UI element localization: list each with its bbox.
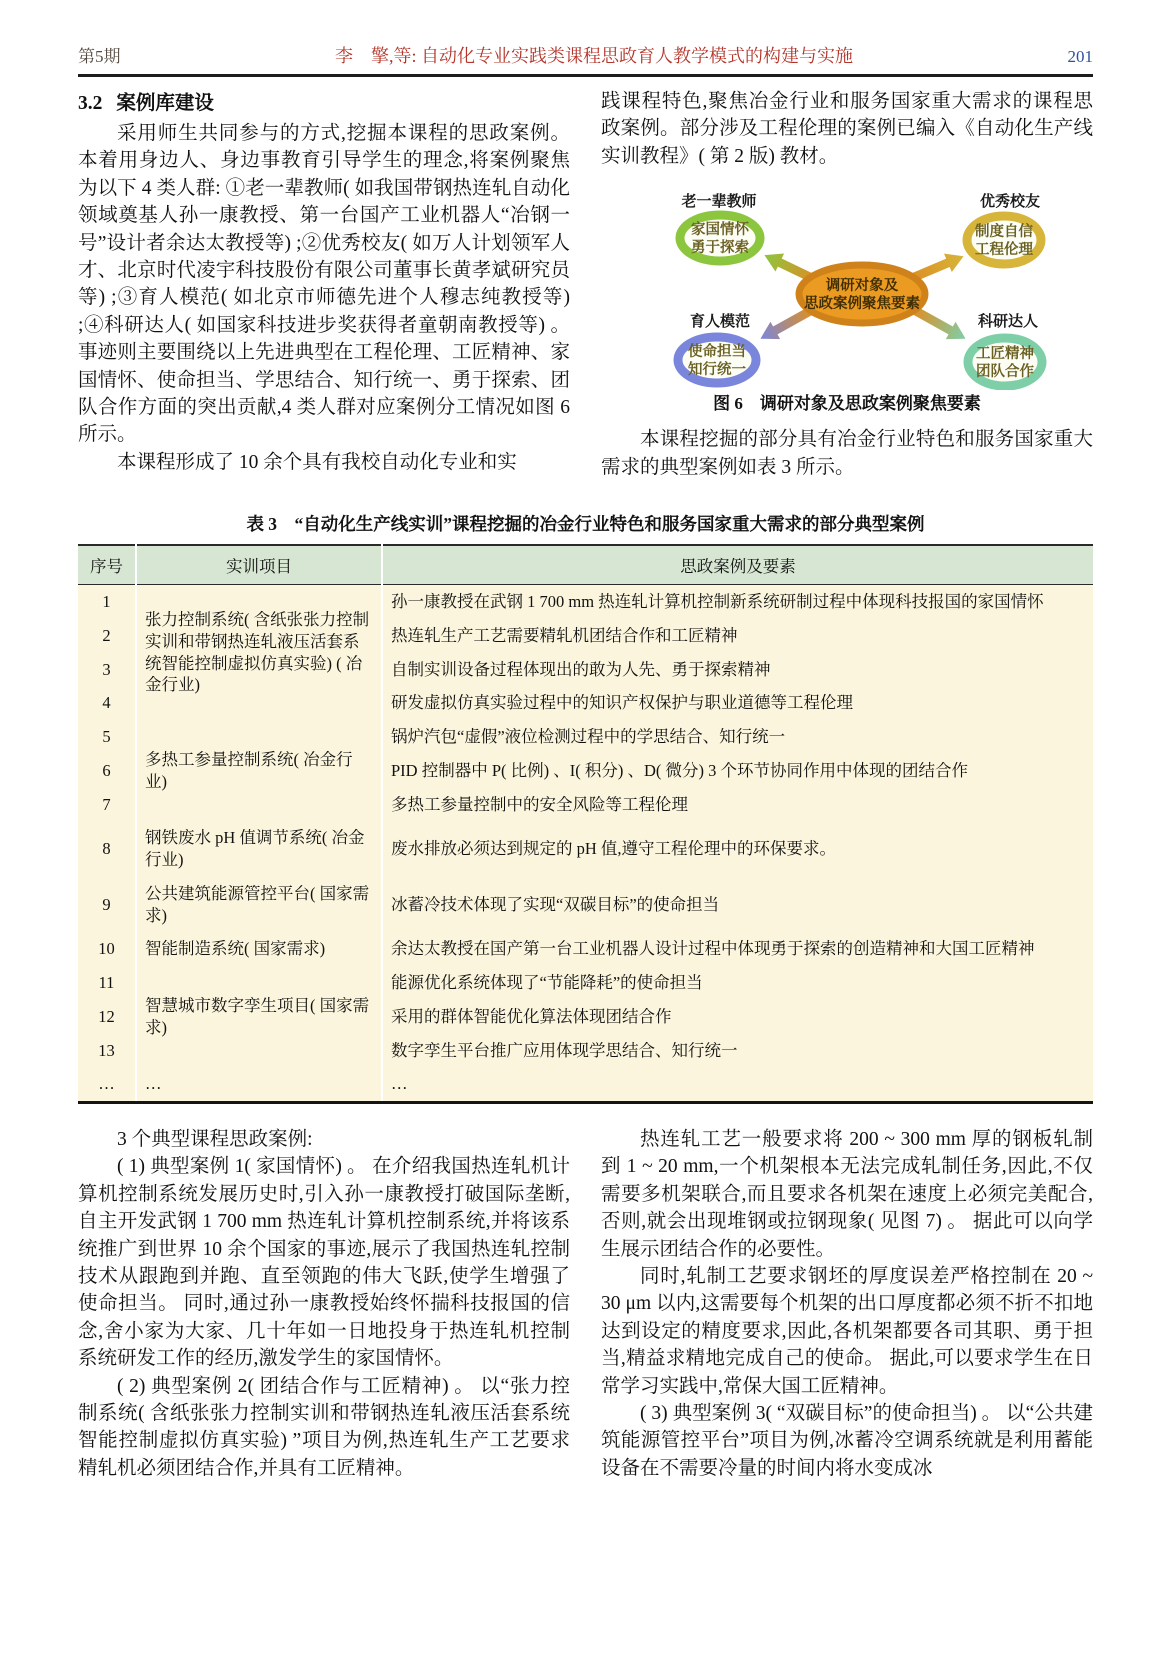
top-columns	[78, 88, 1093, 512]
node-label-tr: 优秀校友	[979, 194, 1041, 211]
node-text: 工程伦理	[975, 242, 1033, 259]
paragraph: ( 2) 典型案例 2( 团结合作与工匠精神) 。 以“张力控制系统( 含纸张张力控制实训和带钢热连轧液压活套系统智能控制虚拟仿真实验) ”项目为例,热连轧生产工艺要求精轧机必须团结合作,并具有工匠精神。	[78, 1375, 570, 1479]
cell-case: 多热工参量控制中的安全风险等工程伦理	[382, 788, 1093, 822]
node-text: 家国情怀	[691, 222, 749, 239]
cell-case: 采用的群体智能优化算法体现团结合作	[382, 1000, 1093, 1034]
table3	[78, 544, 1093, 1104]
paragraph: 采用师生共同参与的方式,挖掘本课程的思政案例。本着用身边人、身边事教育引导学生的理念,将案例聚焦为以下 4 类人群: ①老一辈教师( 如我国带钢热连轧自动化领域奠基人孙一康教授、第一台国产工业机器人“冶钢一号”设计者余达太教授等) ;②优秀校友( 如万人计划领军人才、北京时代凌宇科技股份有限公司董事长黄孝斌研究员等) ;③育人模范( 如北京市师德先进个人穆志纯教授等) ;④科研达人( 如国家科技进步奖获得者童朝南教授等) 。事迹则主要围绕以上先进典型在工程伦理、工匠精神、家国情怀、使命担当、学思结合、知行统一、勇于探索、团队合作方面的突出贡献,4 类人群对应案例分工情况如图 6 所示。	[78, 123, 570, 446]
figure6-caption: 图 6 调研对象及思政案例聚焦要素	[713, 394, 981, 414]
page-header	[78, 42, 1093, 68]
journal-issue: 第5期	[78, 47, 121, 66]
center-text: 思政案例聚焦要素	[804, 296, 920, 313]
cell-no: 6	[102, 760, 111, 780]
center-text: 调研对象及	[825, 278, 899, 295]
col-header-project: 实训项目	[136, 545, 382, 585]
left-column-bottom	[78, 1126, 570, 1596]
paragraph: 本课程挖掘的部分具有冶金行业特色和服务国家重大需求的典型案例如表 3 所示。	[601, 429, 1093, 478]
page-number: 201	[1067, 47, 1093, 66]
cell-project: 公共建筑能源管控平台( 国家需求)	[136, 877, 382, 933]
cell-project: 多热工参量控制系统( 冶金行业)	[136, 720, 382, 821]
node-label-bl: 育人模范	[689, 314, 751, 331]
left-column-top	[78, 88, 570, 512]
table3-block	[78, 512, 1093, 1104]
cell-case: …	[382, 1067, 1093, 1102]
right-column-bottom	[601, 1126, 1093, 1596]
cell-case: 自制实训设备过程体现出的敢为人先、勇于探索精神	[382, 653, 1093, 687]
node-label-tl: 老一辈教师	[681, 194, 757, 211]
cell-project: 智慧城市数字孪生项目( 国家需求)	[136, 966, 382, 1067]
bottom-columns	[78, 1126, 1093, 1596]
figure6	[601, 176, 1093, 390]
table-header-row	[78, 545, 1093, 585]
cell-no: 4	[102, 693, 111, 713]
section-number: 3.2	[78, 93, 103, 114]
cell-project: 智能制造系统( 国家需求)	[136, 932, 382, 966]
node-text: 团队合作	[976, 364, 1034, 381]
cell-case: 冰蓄冷技术体现了实现“双碳目标”的使命担当	[382, 877, 1093, 933]
paragraph: 热连轧工艺一般要求将 200 ~ 300 mm 厚的钢板轧制到 1 ~ 20 mm,一个机架根本无法完成轧制任务,因此,不仅需要多机架联合,而且要求各机架在速度上必须完美配合,否则,就会出现堆钢或拉钢现象( 见图 7) 。 据此可以向学生展示团结合作的必要性。	[601, 1129, 1093, 1260]
cell-case: PID 控制器中 P( 比例) 、I( 积分) 、D( 微分) 3 个环节协同作用中体现的团结合作	[382, 754, 1093, 788]
cell-project: …	[136, 1067, 382, 1102]
cell-no: 12	[98, 1006, 115, 1026]
paragraph: ( 1) 典型案例 1( 家国情怀) 。 在介绍我国热连轧机计算机控制系统发展历史时,引入孙一康教授打破国际垄断,自主开发武钢 1 700 mm 热连轧计算机控制系统,并将该系统推广到世界 10 余个国家的事迹,展示了我国热连轧控制技术从跟跑到并跑、直至领跑的伟大飞跃,使学生增强了使命担当。 同时,通过孙一康教授始终怀揣科技报国的信念,舍小家为大家、几十年如一日地投身于热连轧机控制系统研发工作的经历,激发学生的家国情怀。	[78, 1156, 570, 1370]
cell-no: 3	[102, 659, 111, 679]
paragraph: ( 3) 典型案例 3( “双碳目标”的使命担当) 。 以“公共建筑能源管控平台”项目为例,冰蓄冷空调系统就是利用蓄能设备在不需要冷量的时间内将水变成冰	[601, 1403, 1093, 1479]
table-row	[78, 877, 1093, 933]
node-text: 制度自信	[975, 224, 1033, 241]
cell-no: 2	[102, 625, 111, 645]
table-row	[78, 932, 1093, 966]
table-row	[78, 1067, 1093, 1102]
right-column-top	[601, 88, 1093, 512]
cell-project: 钢铁废水 pH 值调节系统( 冶金行业)	[136, 821, 382, 877]
cell-case: 锅炉汽包“虚假”液位检测过程中的学思结合、知行统一	[382, 720, 1093, 754]
cell-no: 13	[98, 1040, 115, 1060]
cell-case: 孙一康教授在武钢 1 700 mm 热连轧计算机控制新系统研制过程中体现科技报国的家国情怀	[382, 585, 1093, 619]
paragraph: 践课程特色,聚焦冶金行业和服务国家重大需求的课程思政案例。部分涉及工程伦理的案例已编入《自动化生产线实训教程》( 第 2 版) 教材。	[601, 91, 1093, 167]
table-row	[78, 821, 1093, 877]
paragraph: 同时,轧制工艺要求钢坯的厚度误差严格控制在 20 ~ 30 μm 以内,这需要每个机架的出口厚度都必须不折不扣地达到设定的精度要求,因此,各机架都要各司其职、勇于担当,精益求精地完成自己的使命。 据此,可以要求学生在日常学习实践中,常保大国工匠精神。	[601, 1266, 1093, 1397]
node-text: 勇于探索	[691, 240, 749, 257]
cell-no: 1	[102, 592, 111, 611]
col-header-case: 思政案例及要素	[382, 545, 1093, 585]
col-header-no: 序号	[78, 545, 136, 585]
cell-case: 研发虚拟仿真实验过程中的知识产权保护与职业道德等工程伦理	[382, 686, 1093, 720]
table-row	[78, 585, 1093, 619]
cell-no: 8	[102, 839, 111, 859]
section-heading	[78, 90, 570, 117]
cell-no: 10	[98, 939, 115, 959]
cell-case: 废水排放必须达到规定的 pH 值,遵守工程伦理中的环保要求。	[382, 821, 1093, 877]
figure6-diagram	[612, 176, 1082, 390]
table3-body	[78, 585, 1093, 1103]
section-title: 案例库建设	[116, 93, 214, 114]
node-text: 知行统一	[688, 362, 746, 379]
node-text: 工匠精神	[976, 346, 1034, 363]
node-text: 使命担当	[688, 344, 746, 361]
paragraph: 3 个典型课程思政案例:	[117, 1129, 313, 1150]
running-title: 李 擎,等: 自动化专业实践类课程思政育人教学模式的构建与实施	[335, 46, 853, 66]
table3-title: 表 3 “自动化生产线实训”课程挖掘的冶金行业特色和服务国家重大需求的部分典型案例	[246, 514, 925, 534]
cell-no: …	[98, 1074, 115, 1094]
cell-project: 张力控制系统( 含纸张张力控制实训和带钢热连轧液压活套系统智能控制虚拟仿真实验) ( 冶金行业)	[136, 585, 382, 721]
table-row	[78, 720, 1093, 754]
figure-center-ellipse	[799, 265, 925, 323]
table-row	[78, 966, 1093, 1000]
cell-no: 11	[98, 973, 115, 993]
header-rule	[78, 74, 1093, 77]
cell-no: 7	[102, 794, 111, 814]
cell-no: 5	[102, 727, 111, 747]
cell-case: 能源优化系统体现了“节能降耗”的使命担当	[382, 966, 1093, 1000]
cell-no: 9	[102, 894, 111, 914]
cell-case: 热连轧生产工艺需要精轧机团结合作和工匠精神	[382, 619, 1093, 653]
paragraph: 本课程形成了 10 余个具有我校自动化专业和实	[117, 451, 517, 473]
node-label-br: 科研达人	[977, 314, 1039, 331]
cell-case: 数字孪生平台推广应用体现学思结合、知行统一	[382, 1034, 1093, 1068]
cell-case: 余达太教授在国产第一台工业机器人设计过程中体现勇于探索的创造精神和大国工匠精神	[382, 932, 1093, 966]
